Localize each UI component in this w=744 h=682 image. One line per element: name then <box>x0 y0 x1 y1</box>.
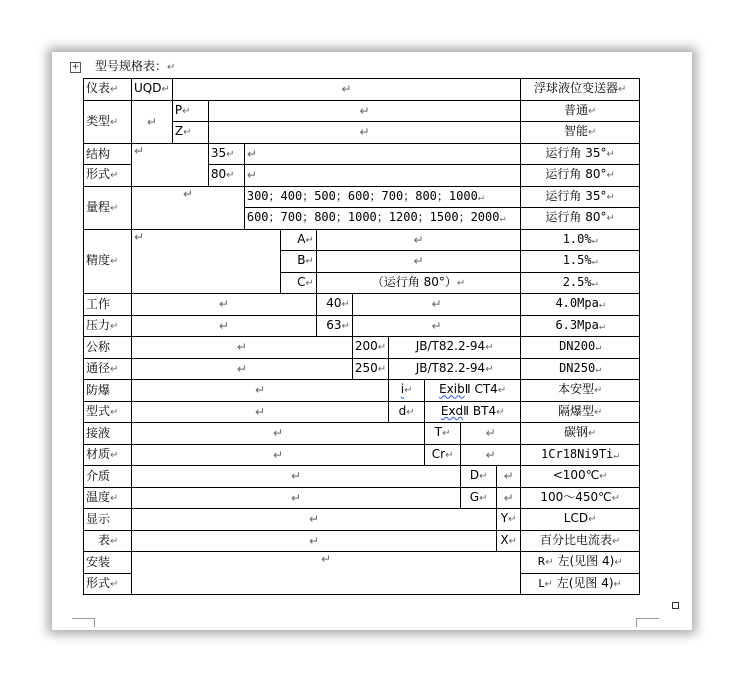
empty-cell: ↵ <box>132 466 461 488</box>
empty-cell: ↵ <box>461 423 521 445</box>
desc-cell: LCD↵ <box>521 509 640 531</box>
empty-cell: ↵ <box>132 423 425 445</box>
row-label: 介质 <box>84 466 132 488</box>
row-label: 公称 <box>84 337 132 359</box>
row-label: 安装 <box>84 552 132 574</box>
code-cell: B↵ <box>280 251 316 273</box>
empty-cell: ↵ <box>244 165 520 187</box>
empty-cell: ↵ <box>352 315 520 337</box>
desc-cell: DN250↵ <box>521 358 640 380</box>
table-row <box>84 380 640 402</box>
rating-cell: ExibⅡ CT4↵ <box>425 380 521 402</box>
empty-cell: ↵ <box>244 143 520 165</box>
desc-cell: 浮球液位变送器↵ <box>521 79 640 101</box>
row-label: 仪表↵ <box>84 79 132 101</box>
desc-cell: 2.5%↵ <box>521 272 640 294</box>
table-resize-handle-icon[interactable] <box>672 602 679 609</box>
code-cell: d↵ <box>389 401 425 423</box>
row-label: 温度↵ <box>84 487 132 509</box>
empty-cell: ↵ <box>352 294 520 316</box>
desc-cell: DN200↵ <box>521 337 640 359</box>
desc-cell: 6.3Mpa↵ <box>521 315 640 337</box>
desc-cell: 运行角 35°↵ <box>521 186 640 208</box>
desc-cell: 4.0Mpa↵ <box>521 294 640 316</box>
crop-mark <box>636 618 659 627</box>
table-row <box>84 315 640 337</box>
desc-cell: L↵ 左(见图 4)↵ <box>521 573 640 595</box>
table-row <box>84 186 640 208</box>
empty-cell: ↵ <box>132 380 389 402</box>
desc-cell: 智能↵ <box>521 122 640 144</box>
code-cell: UQD↵ <box>132 79 173 101</box>
table-row <box>84 509 640 531</box>
desc-cell: 隔爆型↵ <box>521 401 640 423</box>
desc-cell: 100～450℃↵ <box>521 487 640 509</box>
empty-cell: ↵ <box>132 509 497 531</box>
code-cell: 63↵ <box>316 315 352 337</box>
standard-cell: JB/T82.2-94↵ <box>389 358 521 380</box>
spec-table <box>83 78 640 595</box>
desc-cell: 1.0%↵ <box>521 229 640 251</box>
row-label: 型式↵ <box>84 401 132 423</box>
empty-cell: ↵ <box>497 466 521 488</box>
table-row <box>84 143 640 165</box>
desc-cell: 百分比电流表↵ <box>521 530 640 552</box>
empty-cell: ↵ <box>132 530 497 552</box>
code-cell: C↵ <box>280 272 316 294</box>
code-cell: X↵ <box>497 530 521 552</box>
code-cell: Cr↵ <box>425 444 461 466</box>
empty-cell: ↵ <box>132 294 317 316</box>
table-row <box>84 229 640 251</box>
row-label: 显示 <box>84 509 132 531</box>
table-row <box>84 466 640 488</box>
code-cell: G↵ <box>461 487 497 509</box>
code-cell: i↵ <box>389 380 425 402</box>
table-row <box>84 358 640 380</box>
empty-cell: ↵ <box>132 229 281 294</box>
desc-cell: 普通↵ <box>521 100 640 122</box>
empty-cell: ↵ <box>461 444 521 466</box>
empty-cell: ↵ <box>132 186 245 229</box>
crop-mark <box>72 618 95 627</box>
code-cell: 200↵ <box>352 337 388 359</box>
empty-cell: ↵ <box>132 100 173 143</box>
code-cell: 35↵ <box>208 143 244 165</box>
table-row <box>84 337 640 359</box>
table-row <box>84 530 640 552</box>
empty-cell: ↵ <box>132 143 209 186</box>
code-cell: D↵ <box>461 466 497 488</box>
row-label: 精度↵ <box>84 229 132 294</box>
empty-cell: ↵ <box>316 251 520 273</box>
empty-cell: ↵ <box>172 79 520 101</box>
table-title: 型号规格表：↵ <box>95 59 176 73</box>
empty-cell: ↵ <box>132 401 389 423</box>
code-cell: 80↵ <box>208 165 244 187</box>
table-row <box>84 79 640 101</box>
code-cell: Y↵ <box>497 509 521 531</box>
desc-cell: 本安型↵ <box>521 380 640 402</box>
empty-cell: ↵ <box>132 487 461 509</box>
row-label: 类型↵ <box>84 100 132 143</box>
desc-cell: 运行角 80°↵ <box>521 208 640 230</box>
rating-cell: ExdⅡ BT4↵ <box>425 401 521 423</box>
row-label: 工作 <box>84 294 132 316</box>
desc-cell: 1Cr18Ni9Ti↵ <box>521 444 640 466</box>
code-cell: P↵ <box>172 100 208 122</box>
code-cell: T↵ <box>425 423 461 445</box>
desc-cell: R↵ 左(见图 4)↵ <box>521 552 640 574</box>
table-row <box>84 294 640 316</box>
table-row <box>84 100 640 122</box>
empty-cell: ↵ <box>497 487 521 509</box>
desc-cell: 1.5%↵ <box>521 251 640 273</box>
empty-cell: ↵ <box>316 229 520 251</box>
table-row <box>84 487 640 509</box>
row-label: 通径↵ <box>84 358 132 380</box>
range-values: 600；700；800；1000；1200；1500；2000↵ <box>244 208 520 230</box>
desc-cell: 运行角 35°↵ <box>521 143 640 165</box>
code-cell: 250↵ <box>352 358 388 380</box>
empty-cell: ↵ <box>132 315 317 337</box>
row-label: 表↵ <box>84 530 132 552</box>
row-label: 压力↵ <box>84 315 132 337</box>
row-label: 结构 <box>84 143 132 165</box>
table-move-handle-icon[interactable]: + <box>71 62 80 72</box>
code-cell: 40↵ <box>316 294 352 316</box>
row-label: 防爆 <box>84 380 132 402</box>
desc-cell: <100℃↵ <box>521 466 640 488</box>
empty-cell: ↵ <box>132 552 521 595</box>
range-values: 300；400；500；600；700；800；1000↵ <box>244 186 520 208</box>
empty-cell: ↵ <box>208 100 520 122</box>
empty-cell: ↵ <box>132 444 425 466</box>
code-cell: A↵ <box>280 229 316 251</box>
row-label: 接液 <box>84 423 132 445</box>
table-row <box>84 401 640 423</box>
standard-cell: JB/T82.2-94↵ <box>389 337 521 359</box>
table-row <box>84 444 640 466</box>
row-label: 形式↵ <box>84 573 132 595</box>
row-label: 量程↵ <box>84 186 132 229</box>
row-label: 材质↵ <box>84 444 132 466</box>
table-row <box>84 552 640 574</box>
empty-cell: ↵ <box>208 122 520 144</box>
code-cell: Z↵ <box>172 122 208 144</box>
desc-cell: 运行角 80°↵ <box>521 165 640 187</box>
row-label: 形式↵ <box>84 165 132 187</box>
empty-cell: ↵ <box>132 358 353 380</box>
table-row <box>84 423 640 445</box>
note-cell: （运行角 80°）↵ <box>316 272 520 294</box>
desc-cell: 碳钢↵ <box>521 423 640 445</box>
empty-cell: ↵ <box>132 337 353 359</box>
